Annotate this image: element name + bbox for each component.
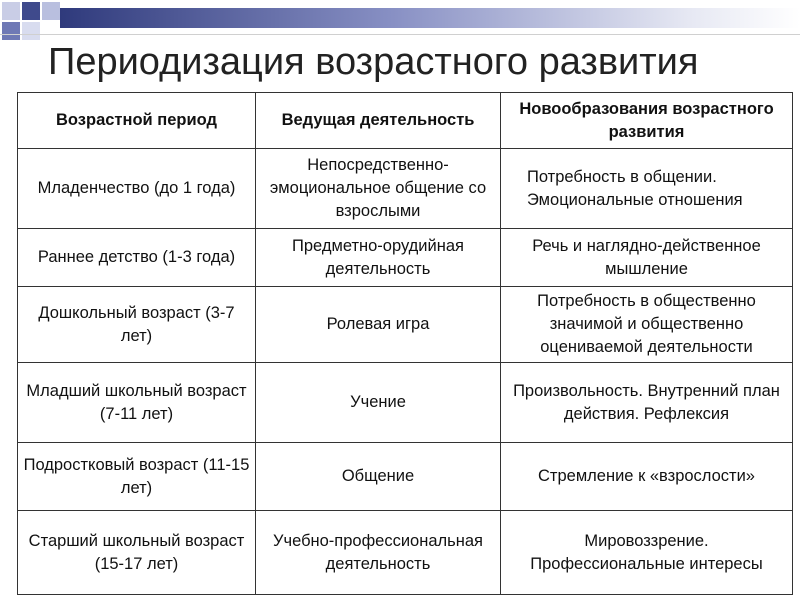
- cell-activity: Учебно-профессиональная деятельность: [256, 511, 501, 595]
- cell-period: Младенчество (до 1 года): [18, 149, 256, 229]
- periodization-table: [17, 92, 793, 595]
- slide-title: Периодизация возрастного развития: [48, 41, 699, 83]
- cell-formation: Мировоззрение. Профессиональные интересы: [501, 511, 793, 595]
- cell-formation: Потребность в общественно значимой и общественно оцениваемой деятельности: [501, 287, 793, 363]
- cell-activity: Общение: [256, 443, 501, 511]
- header-activity: Ведущая деятельность: [256, 93, 501, 149]
- table-row: [18, 287, 793, 363]
- header-divider: [0, 34, 800, 35]
- cell-period: Младший школьный возраст (7-11 лет): [18, 363, 256, 443]
- header-formation: Новообразования возрастного развития: [501, 93, 793, 149]
- cell-formation: Речь и наглядно-действенное мышление: [501, 229, 793, 287]
- decor-square: [42, 2, 60, 20]
- table-row: [18, 363, 793, 443]
- decor-square: [2, 2, 20, 20]
- cell-period: Старший школьный возраст (15-17 лет): [18, 511, 256, 595]
- table-row: [18, 443, 793, 511]
- header-period: Возрастной период: [18, 93, 256, 149]
- cell-activity: Предметно-орудийная деятельность: [256, 229, 501, 287]
- cell-period: Раннее детство (1-3 года): [18, 229, 256, 287]
- cell-period: Дошкольный возраст (3-7 лет): [18, 287, 256, 363]
- table-row: [18, 229, 793, 287]
- decor-square: [2, 22, 20, 40]
- cell-formation: Произвольность. Внутренний план действия. Рефлексия: [501, 363, 793, 443]
- table-row: [18, 511, 793, 595]
- table-row: [18, 149, 793, 229]
- cell-period: Подростковый возраст (11-15 лет): [18, 443, 256, 511]
- header-gradient-bar: [60, 8, 800, 28]
- decor-square: [22, 2, 40, 20]
- cell-formation: Стремление к «взрослости»: [501, 443, 793, 511]
- cell-activity: Ролевая игра: [256, 287, 501, 363]
- decor-square: [22, 22, 40, 40]
- table-header-row: [18, 93, 793, 149]
- cell-formation: Потребность в общении. Эмоциональные отношения: [501, 149, 793, 229]
- cell-activity: Непосредственно-эмоциональное общение со взрослыми: [256, 149, 501, 229]
- cell-activity: Учение: [256, 363, 501, 443]
